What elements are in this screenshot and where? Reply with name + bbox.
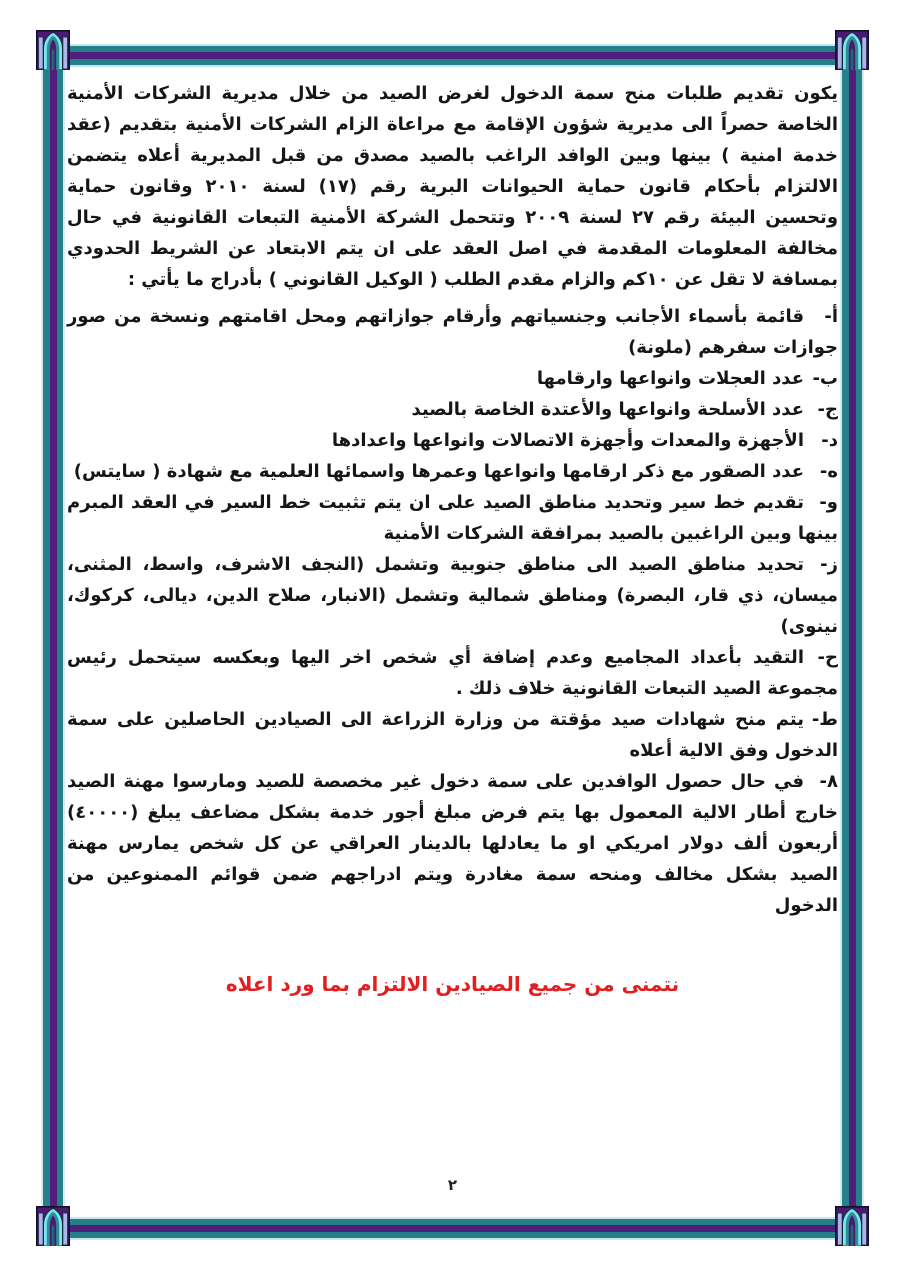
list-item bbox=[67, 301, 838, 363]
list-item-text: تحديد مناطق الصيد الى مناطق جنوبية وتشمل (النجف الاشرف، واسط، المثنى، ميسان، ذي قار، البصرة) ومناطق شمالية وتشمل (الانبار، صلاح الدين، ديالى، كركوك، نينوى) bbox=[67, 554, 838, 637]
list-item bbox=[67, 487, 838, 549]
list-item bbox=[67, 549, 838, 642]
frame-right-band bbox=[840, 52, 864, 1228]
corner-arch-ornament-icon bbox=[835, 1206, 869, 1246]
corner-arch-ornament-icon bbox=[36, 1206, 70, 1246]
list-item-marker: ج- bbox=[817, 399, 838, 420]
corner-arch-ornament-icon bbox=[36, 30, 70, 70]
list-item-text: عدد الأسلحة وانواعها والأعتدة الخاصة بالصيد bbox=[411, 399, 804, 420]
list-item-marker: ٨- bbox=[819, 771, 838, 792]
page-number: ٢ bbox=[447, 1176, 458, 1194]
list-item-marker: د- bbox=[821, 430, 838, 451]
list-item-text: يتم منح شهادات صيد مؤقتة من وزارة الزراعة الى الصيادين الحاصلين على سمة الدخول وفق الالية أعلاه bbox=[67, 709, 838, 761]
list-item bbox=[67, 394, 838, 425]
list-item-marker: ه- bbox=[819, 461, 838, 482]
list-item bbox=[67, 766, 838, 921]
list-item-marker: ز- bbox=[820, 554, 838, 575]
frame-bottom-band bbox=[53, 1217, 852, 1240]
frame-top-band bbox=[53, 44, 852, 67]
list-item-marker: ط- bbox=[811, 709, 838, 730]
requirements-list bbox=[67, 301, 838, 921]
list-item-marker: ب- bbox=[812, 368, 838, 389]
list-item-text: التقيد بأعداد المجاميع وعدم إضافة أي شخص اخر اليها وبعكسه سيتحمل رئيس مجموعة الصيد التبعات القانونية خلاف ذلك . bbox=[67, 647, 838, 699]
frame-left-band bbox=[41, 52, 65, 1228]
corner-arch-ornament-icon bbox=[835, 30, 869, 70]
list-item-marker: ح- bbox=[817, 647, 838, 668]
list-item-text: عدد العجلات وانواعها وارقامها bbox=[536, 368, 804, 389]
document-body bbox=[67, 78, 838, 1000]
list-item-text: الأجهزة والمعدات وأجهزة الاتصالات وانواعها واعدادها bbox=[331, 430, 804, 451]
list-item-text: قائمة بأسماء الأجانب وجنسياتهم وأرقام جوازاتهم ومحل اقامتهم ونسخة من صور جوازات سفرهم (ملونة) bbox=[67, 306, 838, 358]
list-item-marker: أ- bbox=[824, 306, 838, 327]
list-item-text: تقديم خط سير وتحديد مناطق الصيد على ان يتم تثبيت خط السير في العقد المبرم بينها وبين الراغبين بالصيد بمرافقة الشركات الأمنية bbox=[67, 492, 838, 544]
list-item-text: عدد الصقور مع ذكر ارقامها وانواعها وعمرها واسمائها العلمية مع شهادة ( سايتس) bbox=[73, 461, 804, 482]
list-item bbox=[67, 456, 838, 487]
list-item bbox=[67, 704, 838, 766]
compliance-notice: نتمنى من جميع الصيادين الالتزام بما ورد اعلاه bbox=[225, 972, 680, 996]
list-item bbox=[67, 642, 838, 704]
list-item bbox=[67, 425, 838, 456]
list-item-text: في حال حصول الوافدين على سمة دخول غير مخصصة للصيد ومارسوا مهنة الصيد خارج أطار الالية المعمول بها يتم فرض مبلغ أجور خدمة بشكل مضاعف يبلغ (٤٠٠٠٠) أربعون ألف دولار امريكي او ما يعادلها بالدينار العراقي عن كل شخص يمارس مهنة الصيد بشكل مخالف ومنحه سمة مغادرة ويتم ادراجهم ضمن قوائم الممنوعين من الدخول bbox=[67, 771, 838, 916]
list-item-marker: و- bbox=[819, 492, 838, 513]
intro-paragraph: يكون تقديم طلبات منح سمة الدخول لغرض الصيد من خلال مديرية الشركات الأمنية الخاصة حصراً الى مديرية شؤون الإقامة مع مراعاة الزام الشركات الأمنية بتقديم (عقد خدمة امنية ) بينها وبين الوافد الراغب بالصيد مصدق من قبل المديرية أعلاه يتضمن الالتزام بأحكام قانون حماية الحيوانات البرية رقم (١٧) لسنة ٢٠١٠ وقانون حماية وتحسين البيئة رقم ٢٧ لسنة ٢٠٠٩ وتتحمل الشركة الأمنية التبعات القانونية في حال مخالفة المعلومات المقدمة في اصل العقد على ان يتم الابتعاد عن الشريط الحدودي بمسافة لا تقل عن ١٠كم والزام مقدم الطلب ( الوكيل القانوني ) بأدراج ما يأتي : bbox=[67, 83, 839, 290]
list-item bbox=[67, 363, 838, 394]
